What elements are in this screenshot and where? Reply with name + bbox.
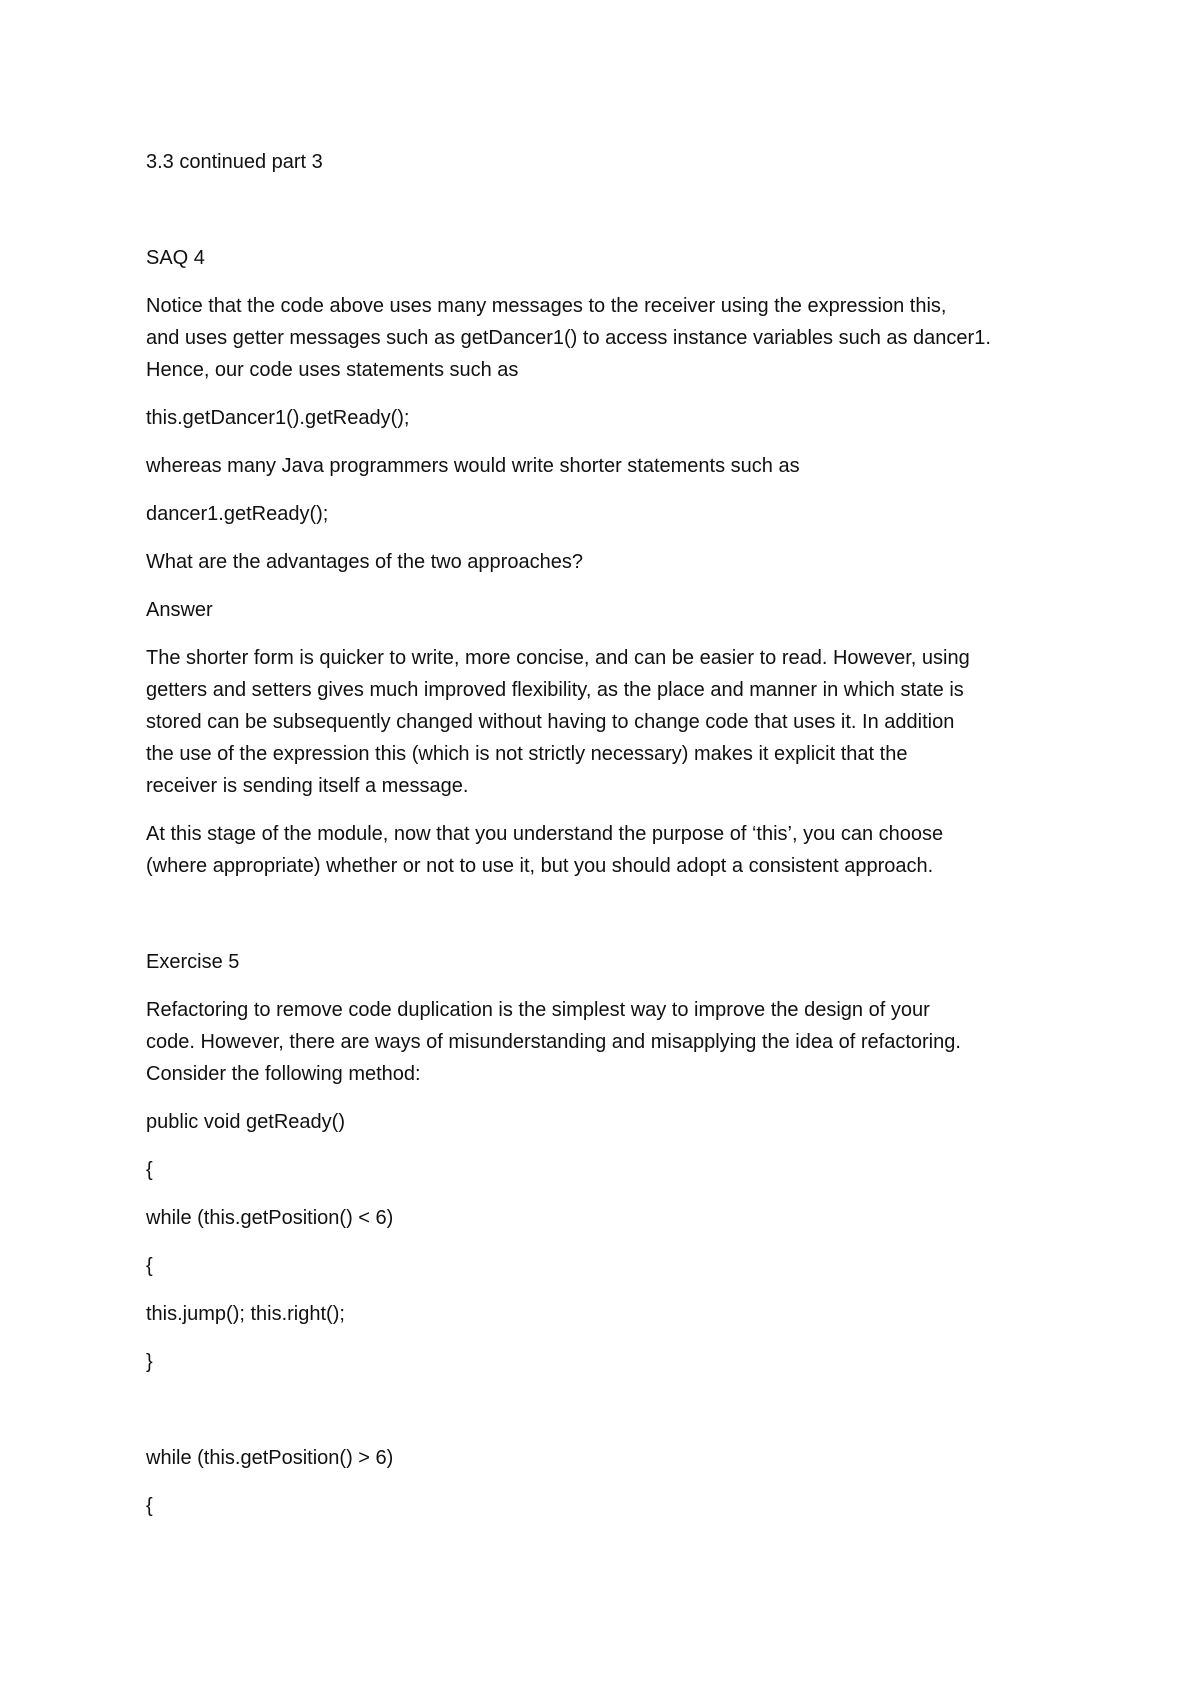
code-long-form: this.getDancer1().getReady(); — [146, 407, 410, 429]
closing-line-2: (where appropriate) whether or not to use it, but you should adopt a consistent approach. — [146, 855, 934, 877]
answer-line-1: The shorter form is quicker to write, more concise, and can be easier to read. However, using — [146, 647, 970, 669]
answer-label: Answer — [146, 599, 213, 621]
code-line-6: } — [146, 1351, 153, 1373]
answer-line-4: the use of the expression this (which is not strictly necessary) makes it explicit that the — [146, 743, 908, 765]
code-short-form: dancer1.getReady(); — [146, 503, 329, 525]
code-line-3: while (this.getPosition() < 6) — [146, 1207, 394, 1229]
saq-intro-line-1: Notice that the code above uses many messages to the receiver using the expression this, — [146, 295, 947, 317]
saq-middle-text: whereas many Java programmers would write shorter statements such as — [146, 455, 800, 477]
answer-line-3: stored can be subsequently changed without having to change code that uses it. In addition — [146, 711, 955, 733]
answer-line-2: getters and setters gives much improved flexibility, as the place and manner in which state is — [146, 679, 964, 701]
exercise-intro-line-1: Refactoring to remove code duplication is the simplest way to improve the design of your — [146, 999, 930, 1021]
section-heading: 3.3 continued part 3 — [146, 151, 323, 173]
saq-title: SAQ 4 — [146, 247, 205, 269]
saq-intro-line-3: Hence, our code uses statements such as — [146, 359, 519, 381]
code-line-5: this.jump(); this.right(); — [146, 1303, 345, 1325]
code-line-2: { — [146, 1159, 153, 1181]
closing-line-1: At this stage of the module, now that you understand the purpose of ‘this’, you can choose — [146, 823, 944, 845]
exercise-intro-line-3: Consider the following method: — [146, 1063, 421, 1085]
saq-question: What are the advantages of the two approaches? — [146, 551, 583, 573]
code-line-1: public void getReady() — [146, 1111, 345, 1133]
exercise-intro-line-2: code. However, there are ways of misunderstanding and misapplying the idea of refactoring. — [146, 1031, 961, 1053]
answer-line-5: receiver is sending itself a message. — [146, 775, 469, 797]
code-line-7: while (this.getPosition() > 6) — [146, 1447, 394, 1469]
exercise-title: Exercise 5 — [146, 951, 240, 973]
code-line-8: { — [146, 1495, 153, 1517]
saq-intro-line-2: and uses getter messages such as getDancer1() to access instance variables such as dancer1. — [146, 327, 991, 349]
code-line-4: { — [146, 1255, 153, 1277]
